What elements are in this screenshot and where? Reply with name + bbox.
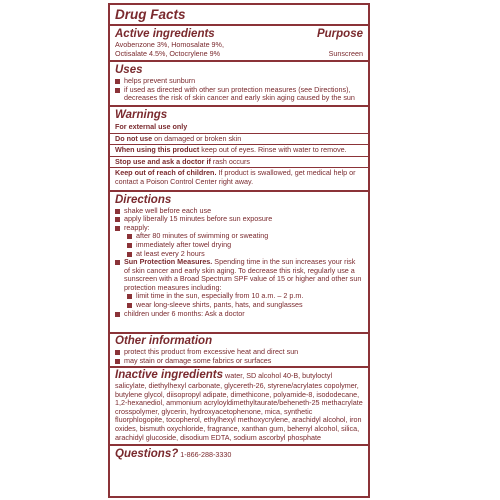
active-line-2: Octisalate 4.5%, Octocrylene 9% bbox=[115, 48, 221, 58]
inactive-ingredients-section bbox=[110, 368, 368, 446]
directions-section bbox=[110, 192, 368, 321]
list-item: protect this product from excessive heat and direct sun bbox=[115, 348, 363, 357]
list-item: Sun Protection Measures. Spending time in the sun increases your risk of skin cancer and early skin aging. To decrease this risk, regularly use a sunscreen with a Broad Spectrum SPF value of 15 or higher and other sun protection measures including: bbox=[115, 258, 363, 292]
list-item: children under 6 months: Ask a doctor bbox=[115, 310, 363, 319]
list-item: after 80 minutes of swimming or sweating bbox=[115, 232, 363, 241]
list-item: if used as directed with other sun protection measures (see Directions), decreases the risk of skin cancer and early skin aging caused by the sun bbox=[115, 86, 363, 103]
list-item: may stain or damage some fabrics or surfaces bbox=[115, 357, 363, 366]
bullet-icon bbox=[115, 359, 120, 364]
list-item: limit time in the sun, especially from 10 a.m. – 2 p.m. bbox=[115, 292, 363, 301]
list-item: shake well before each use bbox=[115, 207, 363, 216]
list-item: immediately after towel drying bbox=[115, 241, 363, 250]
bullet-icon bbox=[127, 294, 132, 299]
bullet-icon bbox=[127, 243, 132, 248]
uses-section bbox=[110, 62, 368, 107]
list-item: wear long-sleeve shirts, pants, hats, and sunglasses bbox=[115, 301, 363, 310]
list-item: reapply: bbox=[115, 224, 363, 233]
drug-facts-header bbox=[110, 5, 368, 26]
questions-section bbox=[110, 446, 368, 463]
bullet-icon bbox=[115, 350, 120, 355]
when-using-line: When using this product keep out of eyes. Rinse with water to remove. bbox=[110, 145, 368, 157]
questions-heading: Questions? bbox=[115, 448, 179, 461]
other-information-heading: Other information bbox=[115, 335, 213, 347]
active-line-1: Avobenzone 3%, Homosalate 9%, bbox=[115, 40, 224, 49]
warnings-heading: Warnings bbox=[115, 108, 168, 121]
questions-phone: 1-866-288-3330 bbox=[180, 450, 232, 460]
bullet-icon bbox=[127, 303, 132, 308]
drug-facts-title: Drug Facts bbox=[115, 7, 186, 22]
purpose-heading: Purpose bbox=[316, 28, 363, 40]
active-ingredients-section bbox=[110, 26, 368, 62]
directions-heading: Directions bbox=[115, 193, 172, 206]
drug-facts-panel-top bbox=[108, 3, 370, 368]
list-item: apply liberally 15 minutes before sun exposure bbox=[115, 215, 363, 224]
drug-facts-panel-bottom bbox=[108, 366, 370, 498]
bullet-icon bbox=[127, 252, 132, 257]
do-not-use-line: Do not use on damaged or broken skin bbox=[110, 134, 368, 146]
active-ingredients-heading: Active ingredients bbox=[115, 28, 215, 40]
uses-heading: Uses bbox=[115, 64, 143, 77]
inactive-ingredients-text: water, SD alcohol 40-B, butyloctyl salicylate, diethylhexyl carbonate, glycereth-26, styrene/acrylates copolymer, butylene glycol, diisopropyl adipate, dimethicone, polyamide-8, isododecane, 1,2-hexanediol, ammonium acryloyldimethyltaurate/beheneth-25 methacrylate crosspolymer, glycerin, hydroxyacetophenone, mica, synthetic fluorphlogopite, tocopherol, ethylhexyl methoxycrylene, arachidyl alcohol, iron oxides, bismuth oxychloride, fragrance, xanthan gum, behenyl alcohol, silica, arachidyl glucoside, disodium EDTA, sodium ascorbyl phosphate bbox=[115, 371, 363, 442]
keep-out-line: Keep out of reach of children. If product is swallowed, get medical help or contact a Poison Control Center right away. bbox=[115, 168, 356, 186]
bullet-icon bbox=[115, 226, 120, 231]
inactive-ingredients-heading: Inactive ingredients bbox=[115, 369, 224, 381]
list-item: at least every 2 hours bbox=[115, 250, 363, 259]
bullet-icon bbox=[115, 312, 120, 317]
other-information-section bbox=[110, 334, 368, 367]
bullet-icon bbox=[115, 209, 120, 214]
bullet-icon bbox=[127, 234, 132, 239]
stop-use-line: Stop use and ask a doctor if rash occurs bbox=[110, 157, 368, 169]
bullet-icon bbox=[115, 88, 120, 93]
bullet-icon bbox=[115, 217, 120, 222]
warnings-section bbox=[110, 107, 368, 192]
bullet-icon bbox=[115, 260, 120, 265]
list-item: helps prevent sunburn bbox=[115, 77, 363, 86]
external-use-line: For external use only bbox=[110, 122, 368, 134]
purpose-value: Sunscreen bbox=[328, 48, 363, 58]
other-information-panel bbox=[108, 332, 370, 368]
bullet-icon bbox=[115, 79, 120, 84]
